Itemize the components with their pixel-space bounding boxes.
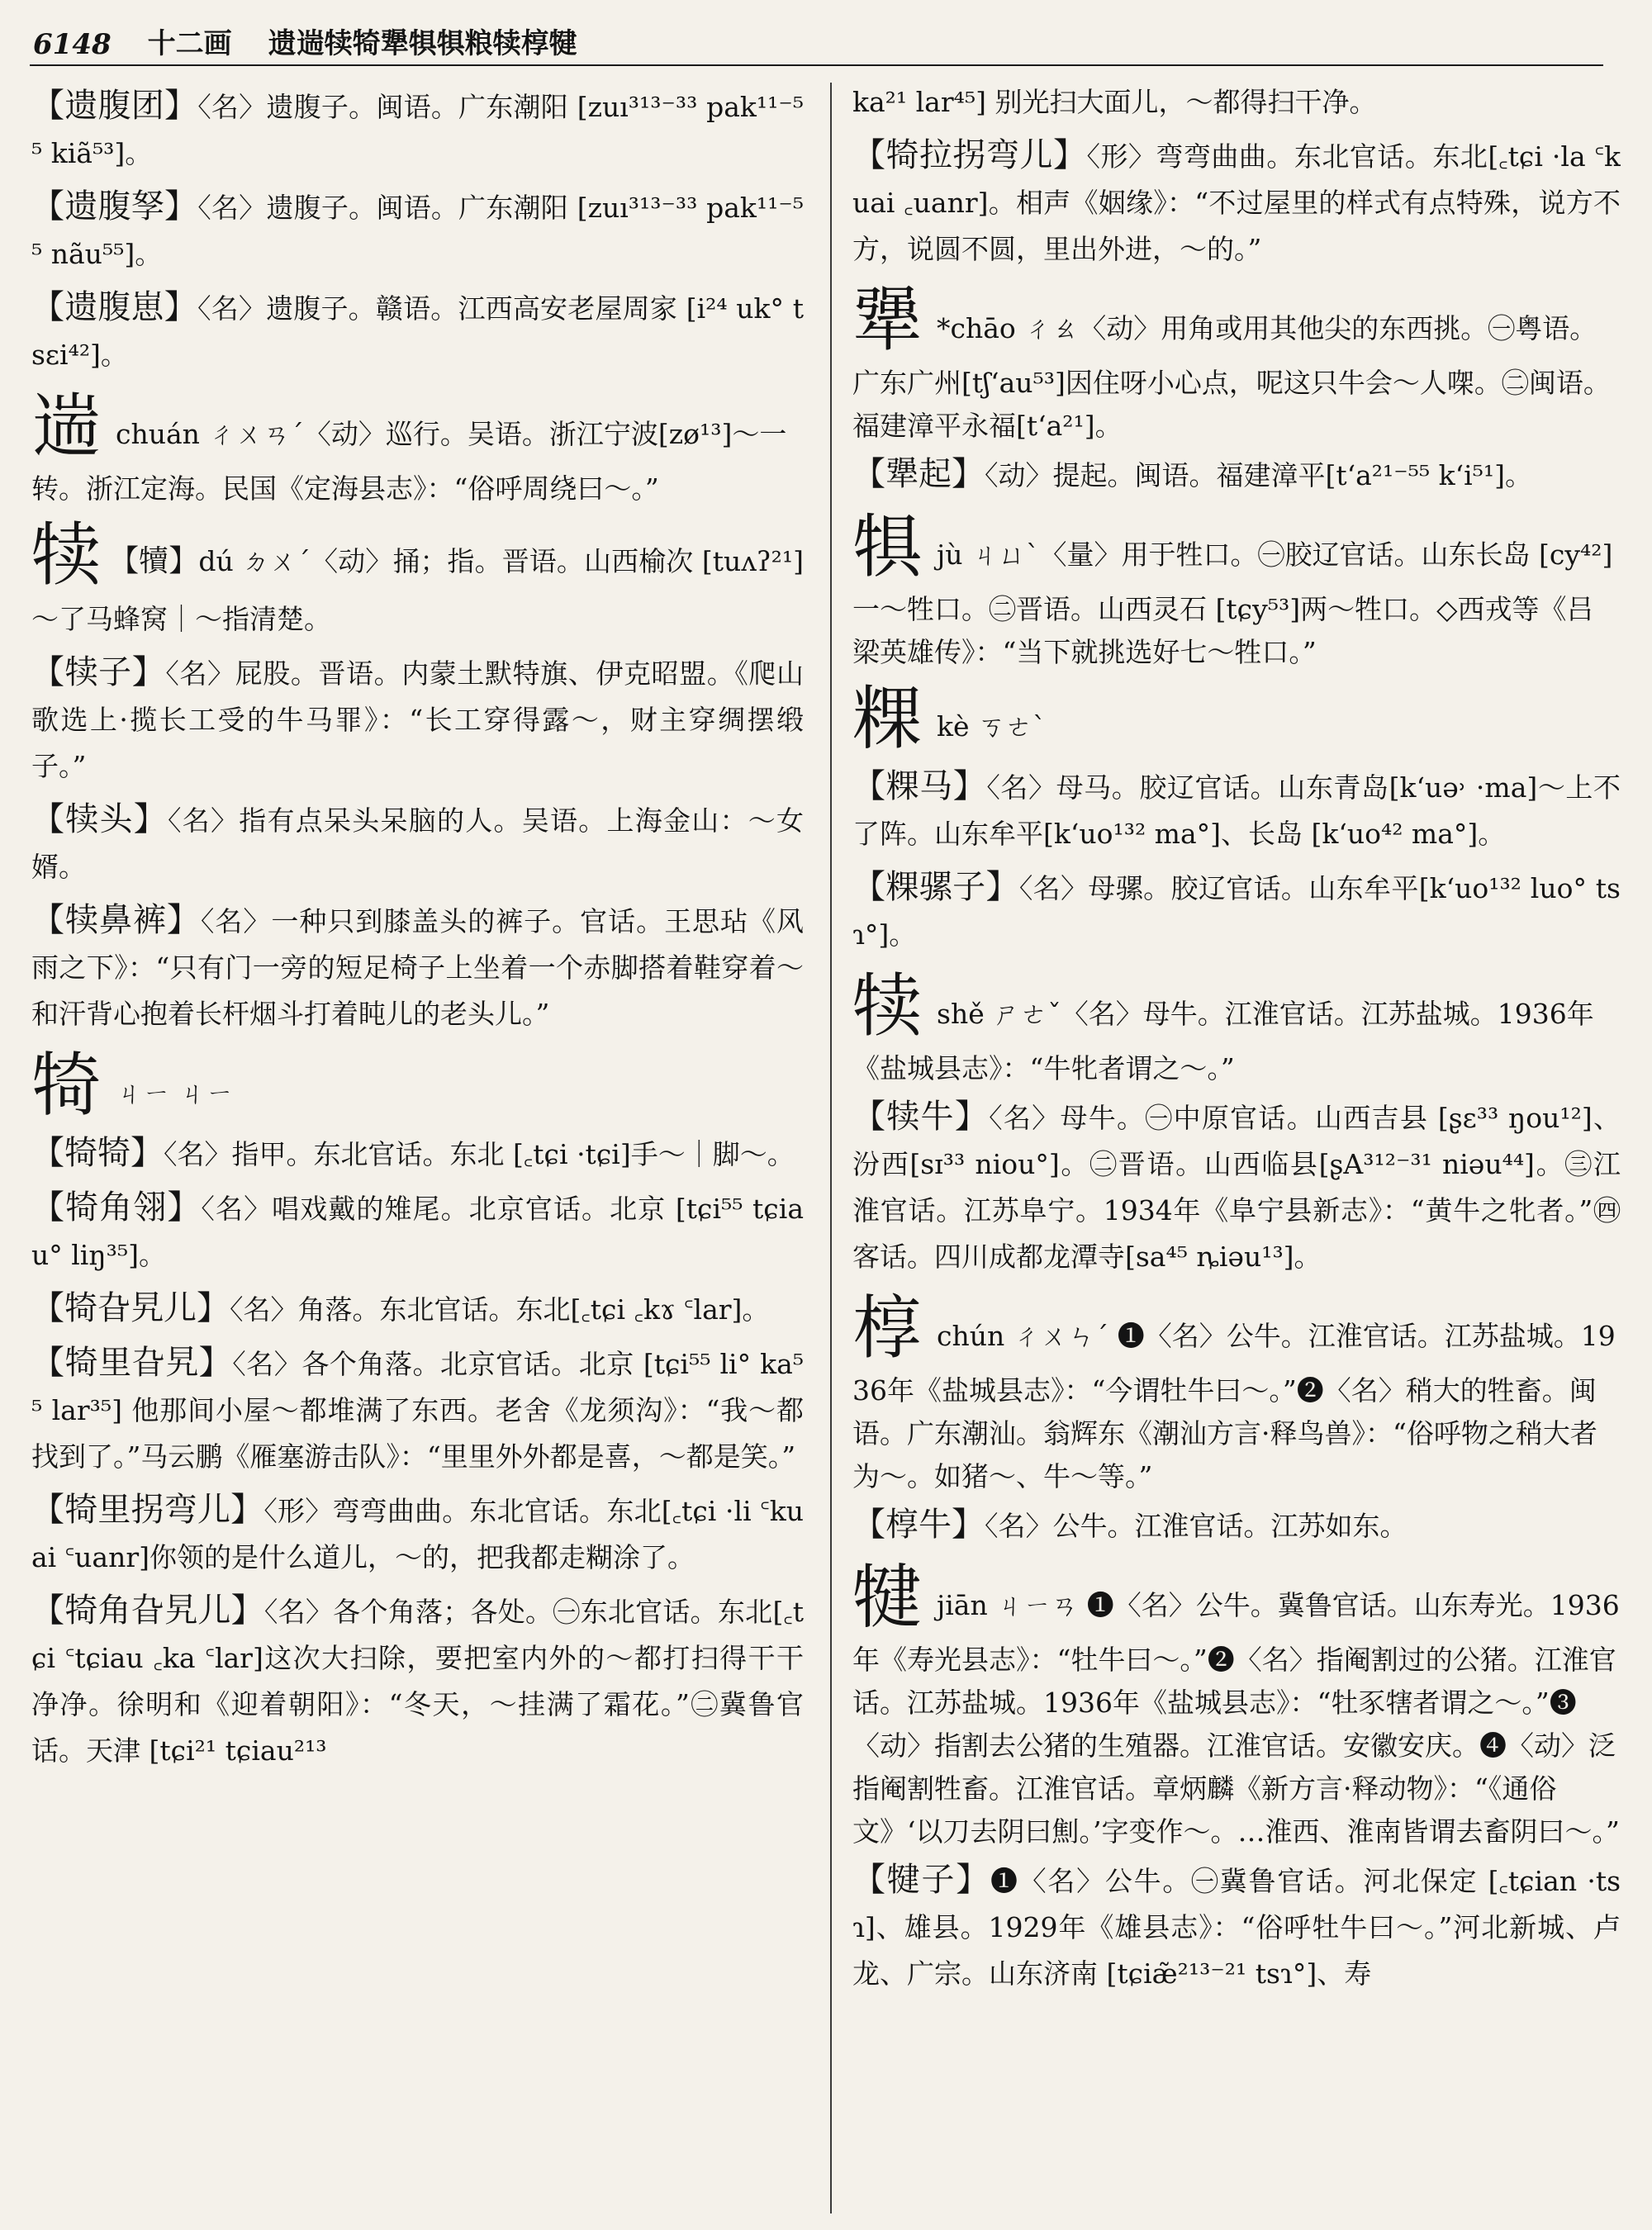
entry-headword: 【犟起】	[852, 455, 985, 493]
head-character: 犄	[31, 1045, 102, 1126]
entry-definition: 〈名〉各个角落；各处。㊀东北官话。东北[꜀tɕi ꜂tɕiau ꜀ka ꜂lar]这次大扫除，要把室内外的～都打扫得干干净净。徐明和《迎着朝阳》：“冬天，～挂满了霜花。”㊁冀鲁官话。天津 [tɕi²¹ tɕiau²¹³	[31, 1596, 804, 1767]
entry-headword: 【犄里旮旯】	[31, 1344, 233, 1382]
head-character: 犊	[31, 515, 102, 595]
entry-definition: 〈名〉母牛。㊀中原官话。山西吉县 [ʂɛ³³ ŋou¹²]、汾西[sɪ³³ niou°]。㊁晋语。山西临县[ʂA³¹²⁻³¹ niəu⁴⁴]。㊂江淮官话。江苏阜宁。1934年《阜宁县新志》：“黄牛之牝者。”㊃客话。四川成都龙潭寺[sa⁴⁵ ȵiəu¹³]。	[852, 1102, 1621, 1273]
entry-headword: 【犍子】	[852, 1861, 990, 1899]
word-entry	[852, 1502, 1621, 1549]
column-divider	[830, 83, 832, 2213]
header-characters: 遗遄犊犄犟犋犋粮犊椁犍	[268, 27, 577, 60]
entry-headword: 【遗腹孥】	[31, 187, 198, 225]
entry-definition: 〈名〉唱戏戴的雉尾。北京官话。北京 [tɕi⁵⁵ tɕiau° liŋ³⁵]。	[31, 1193, 804, 1271]
character-entry	[852, 1287, 1621, 1498]
word-entry	[852, 864, 1621, 958]
head-character: 粿	[852, 678, 923, 759]
entry-headword: 【犄犄】	[31, 1134, 164, 1172]
character-entry	[852, 1556, 1621, 1853]
character-entry	[31, 1044, 804, 1127]
entry-definition: 〈名〉遗腹子。闽语。广东潮阳 [zuı³¹³⁻³³ pak¹¹⁻⁵⁵ nãu⁵⁵]。	[31, 192, 804, 270]
head-character: 犍	[852, 1557, 923, 1638]
head-character: 犋	[852, 506, 923, 587]
entry-definition: 〈动〉提起。闽语。福建漳平[tʻa²¹⁻⁵⁵ kʻi⁵¹]。	[985, 459, 1532, 491]
word-entry	[31, 1587, 804, 1774]
word-entry	[31, 649, 804, 790]
word-entry	[852, 1857, 1621, 1997]
entry-definition: ❶〈名〉公牛。㊀冀鲁官话。河北保定 [꜀tɕian ·tsɿ]、雄县。1929年《雄县志》：“俗呼牡牛曰～。”河北新城、卢龙、广宗。山东济南 [tɕiæ̃²¹³⁻²¹ tsɿ°]、寿	[852, 1865, 1621, 1990]
head-character: 遄	[31, 386, 102, 467]
word-entry	[31, 1340, 804, 1480]
page-number: 6148	[33, 28, 112, 61]
word-entry	[31, 183, 804, 278]
entry-definition: 〈名〉指有点呆头呆脑的人。吴语。上海金山：～女婿。	[31, 804, 804, 883]
variant-form: 【犢】	[109, 544, 199, 578]
head-character: 犊	[852, 966, 923, 1046]
entry-headword: 【犄里拐弯儿】	[31, 1491, 264, 1529]
entry-definition: 〈名〉屁股。晋语。内蒙土默特旗、伊克昭盟。《爬山歌选上·揽长工受的牛马罪》：“长工穿得露～，财主穿绸摆缎子。”	[31, 657, 804, 782]
entry-definition: 〈名〉母骡。胶辽官话。山东牟平[kʻuo¹³² luo° tsɿ°]。	[852, 872, 1621, 951]
entry-headword: 【犊鼻裤】	[31, 901, 201, 939]
character-entry	[852, 279, 1621, 448]
entry-definition: 〈形〉弯弯曲曲。东北官话。东北[꜀tɕi ·li ꜂kuai ꜂uanr]你领的是什么道儿，～的，把我都走糊涂了。	[31, 1495, 804, 1573]
word-entry	[31, 1487, 804, 1581]
entry-definition: jiān ㄐㄧㄢ ❶〈名〉公牛。冀鲁官话。山东寿光。1936年《寿光县志》：“牡牛曰～。”❷〈名〉指阉割过的公猪。江淮官话。江苏盐城。1936年《盐城县志》：“牡豕犗者谓之～。”❸〈动〉指割去公猪的生殖器。江淮官话。安徽安庆。❹〈动〉泛指阉割牲畜。江淮官话。章炳麟《新方言·释动物》：“《通俗文》‘以刀去阴曰劁。’字变作～。…淮西、淮南皆谓去畜阴曰～。”	[852, 1589, 1620, 1848]
entry-headword: 【遗腹团】	[31, 87, 198, 125]
entry-definition: 〈名〉一种只到膝盖头的裤子。官话。王思玷《风雨之下》：“只有门一旁的短足椅子上坐着一个赤脚搭着鞋穿着～和汗背心抱着长杆烟斗打着盹儿的老头儿。”	[31, 905, 804, 1030]
word-entry	[31, 1130, 804, 1178]
entry-headword: 【椁牛】	[852, 1506, 985, 1544]
word-entry	[852, 1094, 1621, 1280]
entry-headword: 【粿马】	[852, 767, 987, 805]
entry-definition: kè ㄎㄜˋ	[937, 710, 1047, 743]
entry-headword: 【粿骡子】	[852, 868, 1019, 906]
entry-headword: 【犊头】	[31, 800, 168, 838]
word-entry	[852, 451, 1621, 499]
stroke-count: 十二画	[147, 27, 232, 60]
character-entry	[31, 514, 804, 643]
entry-definition: *chāo ㄔㄠ〈动〉用角或用其他尖的东西挑。㊀粤语。广东广州[tʃʻau⁵³]因住呀小心点，呢这只牛会～人㗎。㊁闽语。福建漳平永福[tʻa²¹]。	[852, 312, 1611, 442]
entry-definition: jù ㄐㄩˋ〈量〉用于牲口。㊀胶辽官话。山东长岛 [cy⁴²]一～牲口。㊁晋语。山西灵石 [tɕy⁵³]两～牲口。◇西戎等《吕梁英雄传》：“当下就挑选好七～牲口。”	[852, 539, 1613, 668]
word-entry	[852, 763, 1621, 857]
entry-definition: 〈名〉遗腹子。赣语。江西高安老屋周家 [i²⁴ uk° tsɛi⁴²]。	[31, 292, 804, 371]
entry-headword: 【犊牛】	[852, 1098, 990, 1136]
word-entry	[31, 796, 804, 890]
word-entry	[852, 132, 1621, 273]
entry-definition: 〈名〉遗腹子。闽语。广东潮阳 [zuı³¹³⁻³³ pak¹¹⁻⁵⁵ kiã⁵³]。	[31, 91, 804, 169]
word-entry	[31, 1285, 804, 1333]
left-column	[31, 83, 804, 2222]
head-character: 椁	[852, 1288, 923, 1369]
entry-definition: 〈名〉指甲。东北官话。东北 [꜀tɕi ·tɕi]手～｜脚～。	[164, 1138, 795, 1170]
entry-definition: chún ㄔㄨㄣˊ ❶〈名〉公牛。江淮官话。江苏盐城。1936年《盐城县志》：“今谓牡牛曰～。”❷〈名〉稍大的牲畜。闽语。广东潮汕。翁辉东《潮汕方言·释鸟兽》：“俗呼物之稍大者为～。如猪～、牛～等。”	[852, 1320, 1616, 1492]
entry-definition: shě ㄕㄜˇ〈名〉母牛。江淮官话。江苏盐城。1936年《盐城县志》：“牛牝者谓之～。”	[852, 998, 1594, 1084]
character-entry	[852, 965, 1621, 1090]
entry-headword: 【犄角翎】	[31, 1189, 202, 1226]
page-header	[33, 15, 1602, 61]
entry-definition: 〈形〉弯弯曲曲。东北官话。东北[꜀tɕi ·la ꜂kuai ꜀uanr]。相声《姻缘》：“不过屋里的样式有点特殊，说方不方，说圆不圆，里出外进，～的。”	[852, 140, 1621, 265]
entry-definition: 〈名〉公牛。江淮官话。江苏如东。	[985, 1510, 1408, 1542]
entry-headword: 【遗腹崽】	[31, 288, 197, 326]
character-entry	[852, 677, 1621, 760]
entry-headword: 【犊子】	[31, 653, 166, 691]
entry-headword: 【犄角旮旯儿】	[31, 1592, 264, 1630]
word-entry	[31, 284, 804, 378]
entry-definition: 〈名〉各个角落。北京官话。北京 [tɕi⁵⁵ li° ka⁵⁵ lar³⁵] 他那间小屋～都堆满了东西。老舍《龙须沟》：“我～都找到了。”马云鹏《雁塞游击队》：“里里外外都是喜，～都是笑。”	[31, 1348, 804, 1473]
head-character: 犟	[852, 280, 923, 361]
header-rule	[30, 64, 1603, 66]
character-entry	[852, 505, 1621, 674]
character-entry	[31, 385, 804, 510]
entry-headword: 【犄旮旯儿】	[31, 1289, 230, 1327]
entry-definition: ㄐㄧ ㄐㄧ	[116, 1077, 234, 1109]
entry-definition: dú ㄉㄨˊ〈动〉捅；指。晋语。山西榆次 [tuʌʔ²¹]～了马蜂窝｜～指清楚。	[31, 545, 804, 635]
continued-definition	[852, 83, 1621, 126]
word-entry	[31, 83, 804, 177]
entry-definition: 〈名〉母马。胶辽官话。山东青岛[kʻuə˒ ·ma]～上不了阵。山东牟平[kʻuo¹³² ma°]、长岛 [kʻuo⁴² ma°]。	[852, 771, 1621, 850]
entry-definition: chuán ㄔㄨㄢˊ〈动〉巡行。吴语。浙江宁波[zø¹³]～一转。浙江定海。民国《定海县志》：“俗呼周绕曰～。”	[31, 418, 787, 505]
word-entry	[31, 1184, 804, 1279]
entry-headword: 【犄拉拐弯儿】	[852, 136, 1087, 174]
right-column	[852, 83, 1621, 2222]
entry-definition: 〈名〉角落。东北官话。东北[꜀tɕi ꜀kɤ ꜂lar]。	[230, 1293, 770, 1326]
word-entry	[31, 897, 804, 1037]
entry-definition: ka²¹ lar⁴⁵] 别光扫大面儿，～都得扫干净。	[852, 86, 1377, 118]
